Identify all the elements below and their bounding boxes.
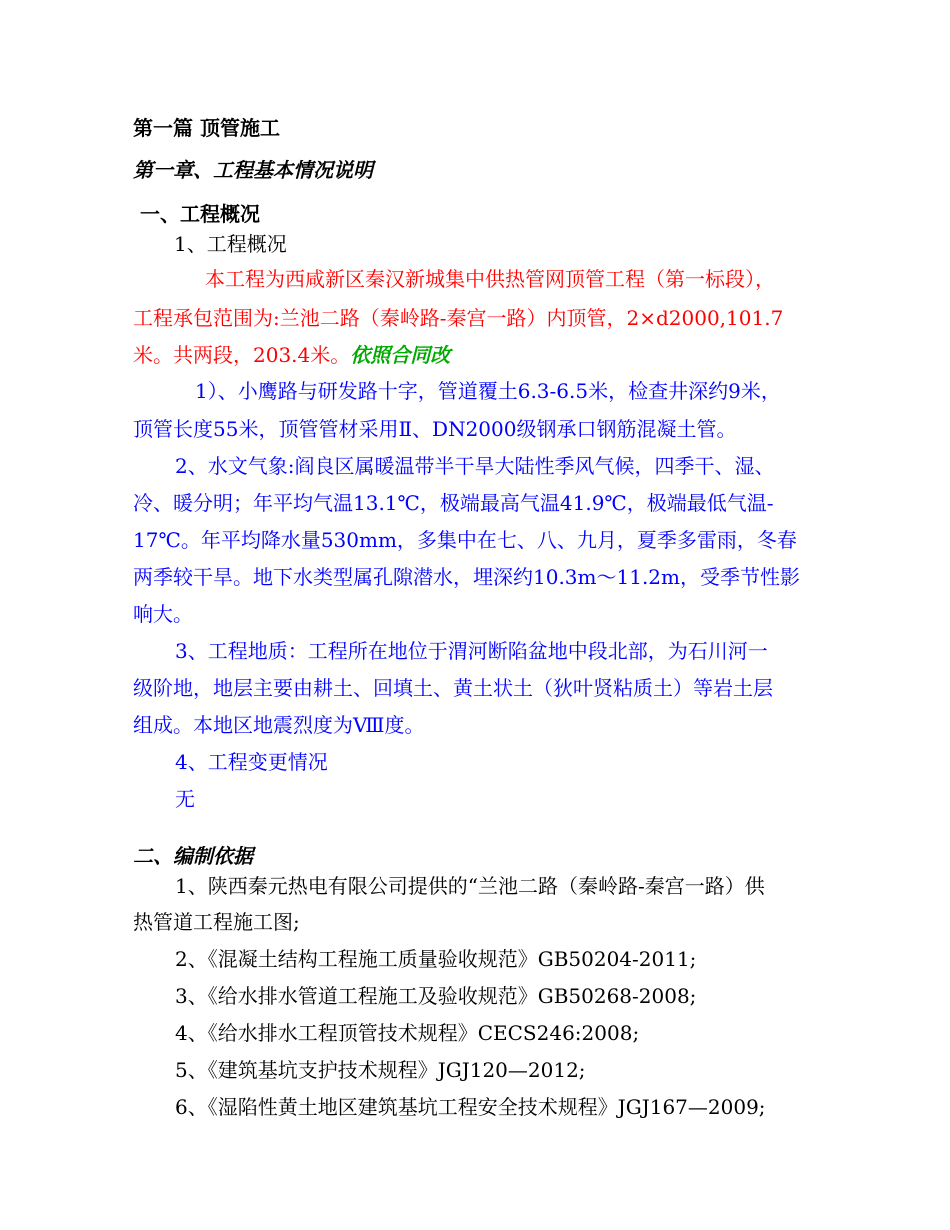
part-title: 第一篇 顶管施工 [133,116,280,140]
item2-line-1: 2、水文气象:阎良区属暖温带半干旱大陆性季风气候，四季干、湿、 [175,454,775,478]
overview-line-3 [133,343,450,367]
contract-note: 依照合同改 [350,343,451,367]
basis-item-4: 4、《给水排水工程顶管技术规程》CECS246:2008; [175,1021,640,1045]
item4-heading: 4、工程变更情况 [175,750,328,774]
overview-line-1: 本工程为西咸新区秦汉新城集中供热管网顶管工程（第一标段）， [205,267,775,291]
section2-heading: 二、编制依据 [133,844,253,868]
basis-item-1-line-1: 1、陕西秦元热电有限公司提供的“兰池二路（秦岭路-秦宫一路）供 [175,874,765,898]
item3-line-2: 级阶地，地层主要由耕土、回填土、黄土状土（狄叶贤粘质土）等岩土层 [133,676,773,700]
sub1-heading: 1、工程概况 [174,232,287,256]
item1-line-2: 顶管长度55米，顶管管材采用Ⅱ、DN2000级钢承口钢筋混凝土管。 [133,417,737,441]
item2-line-5: 响大。 [133,602,193,626]
item1-line-1: 1）、小鹰路与研发路十字，管道覆土6.3-6.5米，检查井深约9米， [195,379,781,403]
item4-value: 无 [175,787,195,811]
item2-line-3: 17℃。年平均降水量530mm，多集中在七、八、九月，夏季多雷雨，冬春 [133,528,797,552]
basis-item-2: 2、《混凝土结构工程施工质量验收规范》GB50204-2011; [175,947,697,971]
item2-line-4: 两季较干旱。地下水类型属孔隙潜水，埋深约10.3m～11.2m，受季节性影 [133,565,800,589]
basis-item-1-line-2: 热管道工程施工图; [133,910,300,934]
item2-line-2: 冷、暖分明；年平均气温13.1℃，极端最高气温41.9℃，极端最低气温- [133,491,774,515]
basis-item-5: 5、《建筑基坑支护技术规程》JGJ120—2012; [175,1058,586,1082]
item3-line-1: 3、工程地质：工程所在地位于渭河断陷盆地中段北部，为石川河一 [175,639,768,663]
section1-heading: 一、工程概况 [140,202,260,226]
basis-item-6: 6、《湿陷性黄土地区建筑基坑工程安全技术规程》JGJ167—2009; [175,1095,766,1119]
basis-item-3: 3、《给水排水管道工程施工及验收规范》GB50268-2008; [175,984,697,1008]
item3-line-3: 组成。本地区地震烈度为Ⅷ度。 [133,713,425,737]
chapter-title: 第一章、工程基本情况说明 [133,158,373,182]
overview-line-2: 工程承包范围为:兰池二路（秦岭路-秦宫一路）内顶管，2×d2000,101.7 [133,306,784,330]
overview-line-3-text: 米。共两段，203.4米。 [133,343,351,367]
